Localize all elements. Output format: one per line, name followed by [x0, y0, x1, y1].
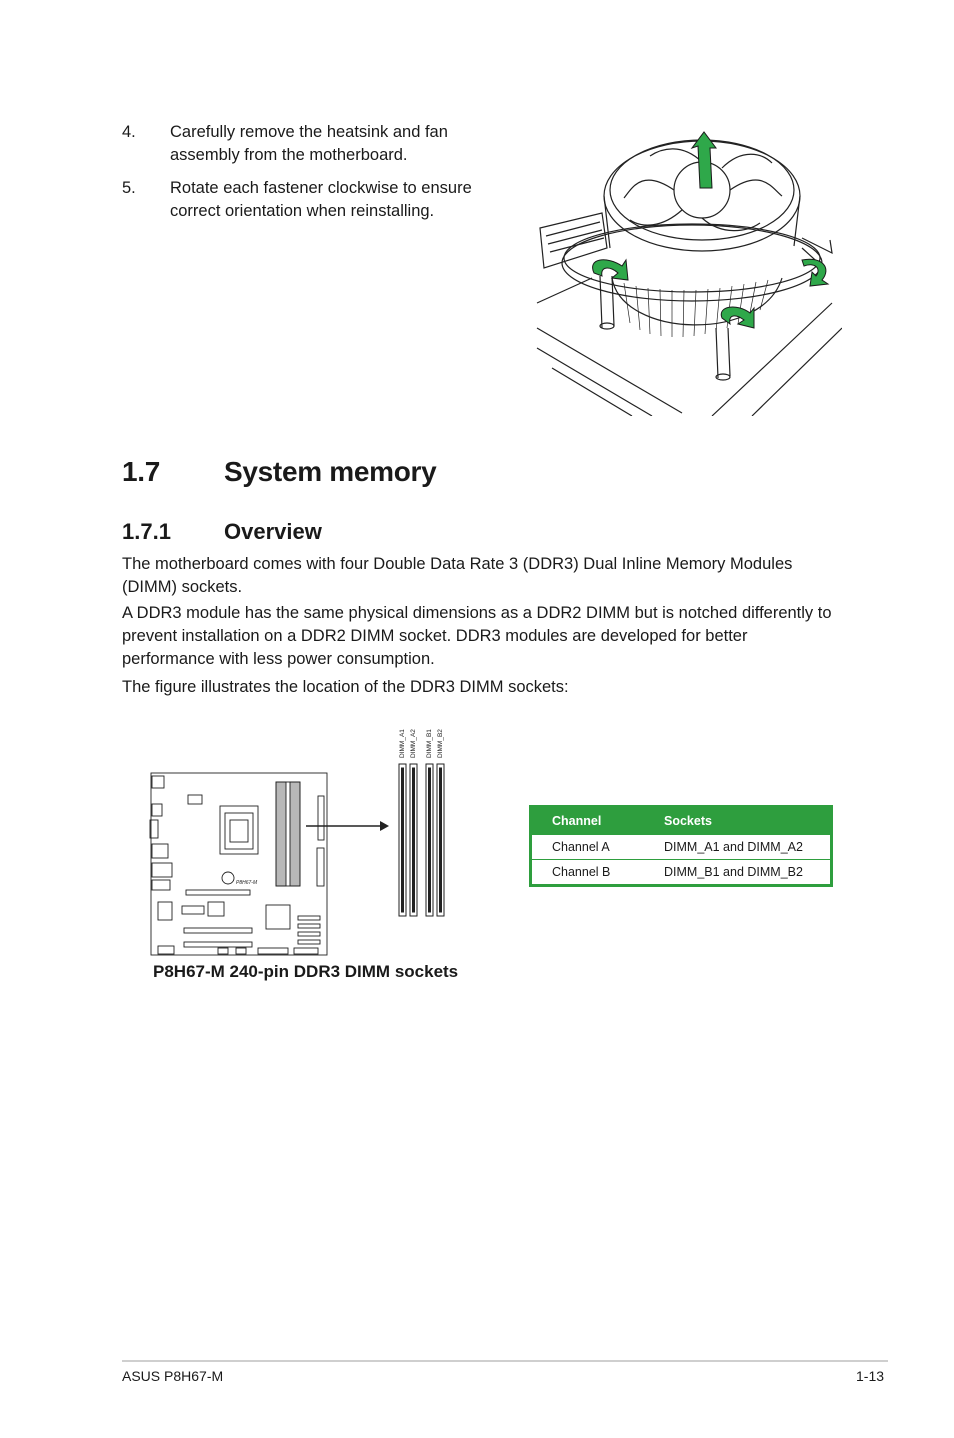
channel-socket-table: [529, 805, 833, 887]
subsection-heading: [122, 519, 322, 545]
footer-page-number: 1-13: [856, 1368, 885, 1384]
section-title: System memory: [224, 456, 437, 487]
table-cell: DIMM_B1 and DIMM_B2: [644, 860, 832, 886]
dimm-label-a2: DIMM_A2: [410, 729, 417, 758]
table-cell: Channel A: [531, 835, 645, 860]
dimm-label-b2: DIMM_B2: [437, 729, 444, 758]
subsection-title: Overview: [224, 519, 322, 544]
dimm-slot-group: [399, 764, 444, 916]
motherboard-outline: [150, 773, 327, 955]
subsection-number: 1.7.1: [122, 519, 171, 544]
board-model-label: P8H67-M: [236, 880, 258, 886]
step-number: 4.: [122, 123, 136, 141]
section-number: 1.7: [122, 456, 161, 487]
paragraph-intro: The motherboard comes with four Double Data Rate 3 (DDR3) Dual Inline Memory Modules (DIMM) sockets.: [122, 555, 793, 596]
section-heading: [122, 456, 436, 488]
step-text: Rotate each fastener clockwise to ensure correct orientation when reinstalling.: [170, 179, 472, 220]
step-number: 5.: [122, 179, 136, 197]
table-row: [531, 835, 832, 860]
column-header-sockets: Sockets: [644, 807, 832, 835]
table-cell: DIMM_A1 and DIMM_A2: [644, 835, 832, 860]
dimm-label-b1: DIMM_B1: [426, 729, 433, 758]
column-header-channel: Channel: [531, 807, 645, 835]
footer-product-name: ASUS P8H67-M: [122, 1368, 224, 1384]
table-cell: Channel B: [531, 860, 645, 886]
table-header-row: [531, 807, 832, 835]
heatsink-fan-illustration: [532, 128, 842, 416]
motherboard-layout-diagram: [148, 718, 450, 960]
table-row: [531, 860, 832, 886]
footer-divider: [122, 1360, 888, 1362]
paragraph-ddr3: A DDR3 module has the same physical dimensions as a DDR2 DIMM but is notched differently to prevent installation on a DDR2 DIMM socket. DDR3 modules are developed for better performance with less power consumption.: [122, 604, 832, 668]
step-text: Carefully remove the heatsink and fan assembly from the motherboard.: [170, 123, 448, 164]
figure-caption: P8H67-M 240-pin DDR3 DIMM sockets: [153, 962, 459, 981]
dimm-label-a1: DIMM_A1: [399, 729, 406, 758]
paragraph-figure-ref: The figure illustrates the location of the DDR3 DIMM sockets:: [122, 678, 569, 696]
